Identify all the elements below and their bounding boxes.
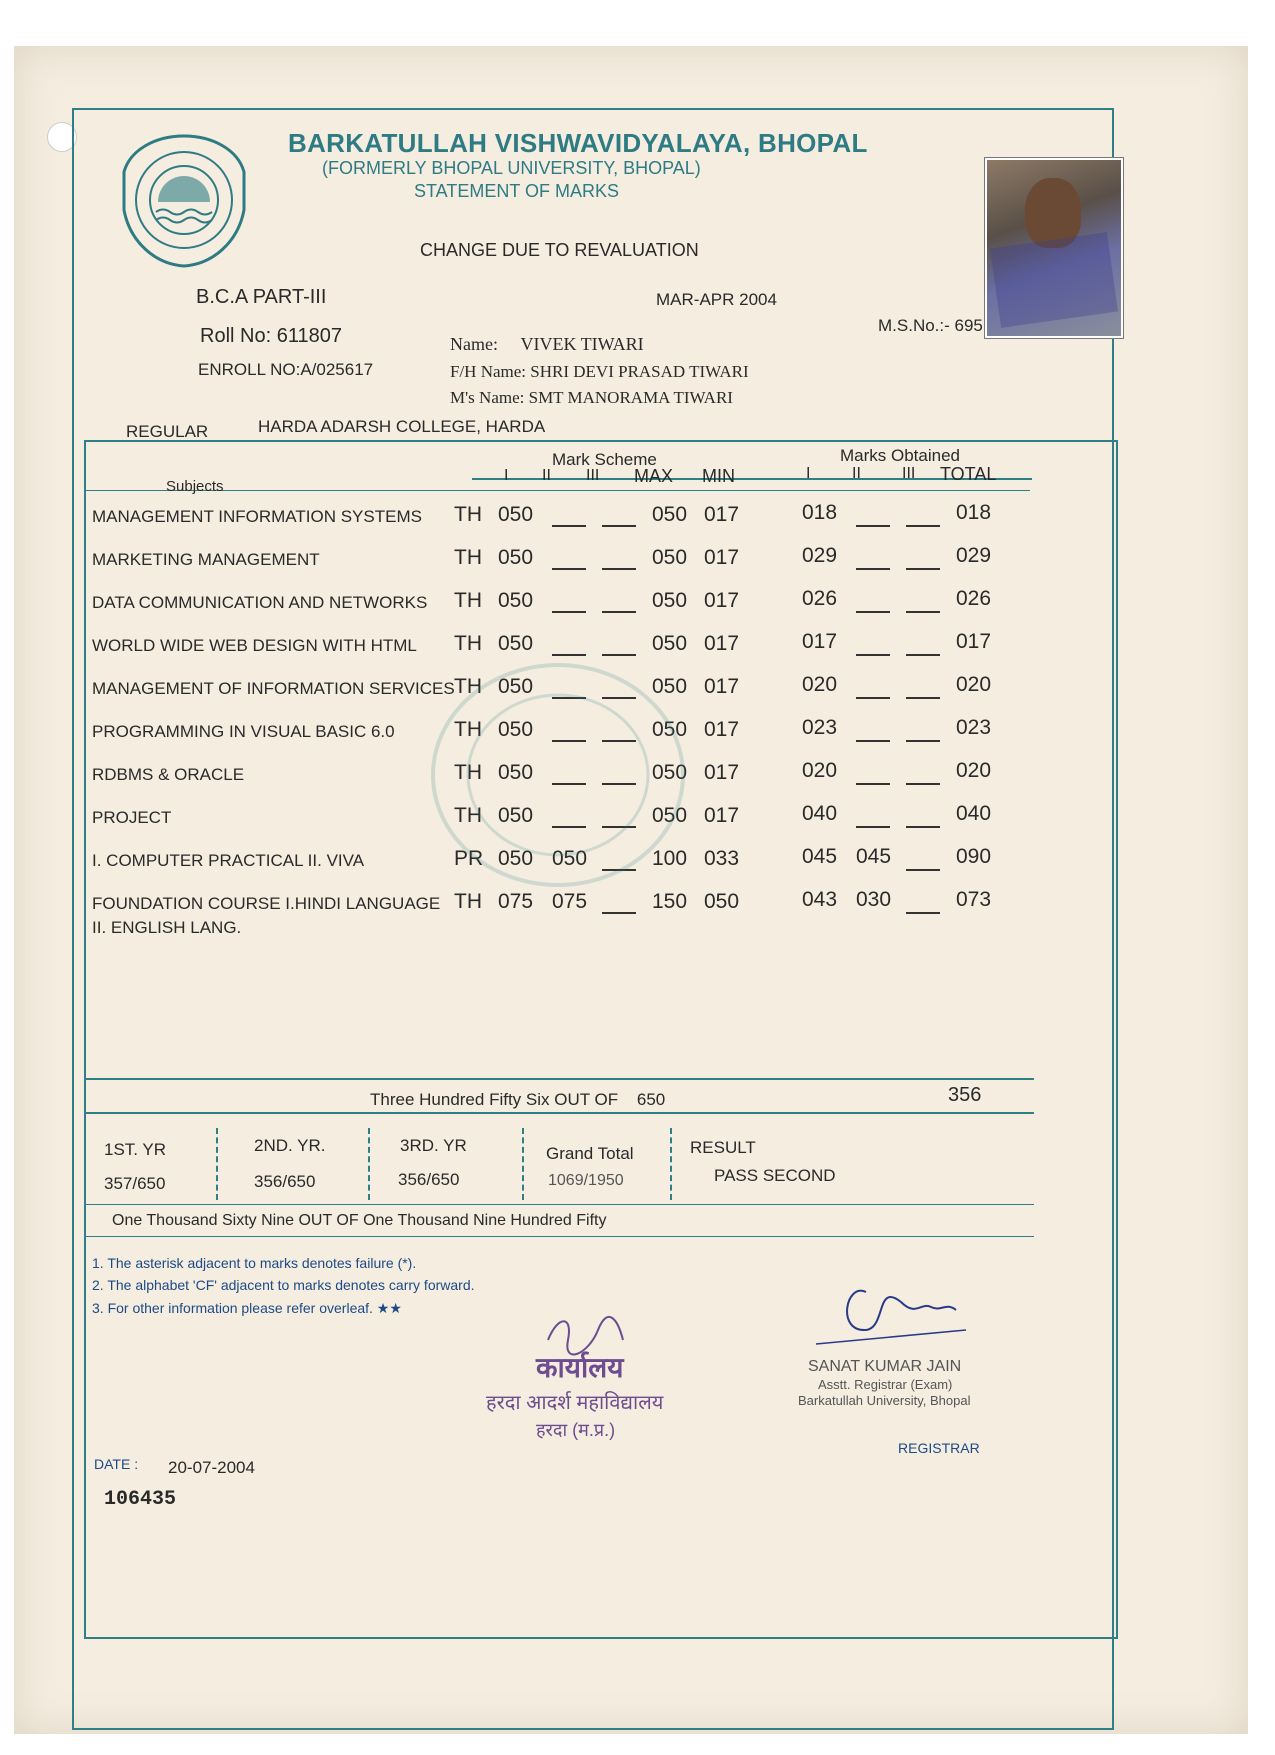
father-name: SHRI DEVI PRASAD TIWARI [530, 362, 749, 381]
registrar-signature [806, 1272, 976, 1352]
max-header: MAX [634, 466, 674, 486]
obtained-iii-blank [906, 912, 940, 914]
obtained-total: 018 [956, 501, 992, 524]
scheme-min: 017 [704, 589, 740, 612]
scheme-ii-blank [552, 611, 586, 613]
summary-divider-4 [670, 1128, 672, 1200]
obtained-ii-blank [856, 740, 890, 742]
scheme-iii-header: III [586, 467, 600, 484]
scheme-iii-blank [602, 654, 636, 656]
subject-type: TH [454, 589, 482, 612]
obtained-ii-blank [856, 568, 890, 570]
ms-number: M.S.No.:- 695 [878, 316, 983, 335]
obtained-ii: 045 [856, 845, 892, 868]
scheme-ii-blank [552, 654, 586, 656]
obtained-total: 020 [956, 759, 992, 782]
obtained-ii-blank [856, 654, 890, 656]
course-name: B.C.A PART-III [196, 286, 327, 308]
obtained-ii-blank [856, 783, 890, 785]
registrar-title: Asstt. Registrar (Exam) [818, 1377, 953, 1392]
scheme-i: 050 [498, 847, 534, 870]
scheme-min: 017 [704, 632, 740, 655]
issue-date: 20-07-2004 [168, 1458, 255, 1477]
summary-bottom-line [86, 1204, 1034, 1205]
scheme-i: 050 [498, 546, 534, 569]
obtained-i: 045 [802, 845, 838, 868]
obtained-ii: 030 [856, 888, 892, 911]
scheme-ii-blank [552, 525, 586, 527]
scheme-min: 033 [704, 847, 740, 870]
obtained-ii-blank [856, 611, 890, 613]
result-label: RESULT [690, 1138, 756, 1157]
subject-name-line2: II. ENGLISH LANG. [92, 918, 242, 937]
total-in-words: Three Hundred Fifty Six OUT OF [370, 1090, 619, 1109]
student-name: VIVEK TIWARI [520, 334, 644, 354]
subject-type: TH [454, 546, 482, 569]
scheme-min: 017 [704, 503, 740, 526]
yr2-label: 2ND. YR. [254, 1136, 326, 1155]
subject-name: RDBMS & ORACLE [92, 765, 245, 784]
scheme-max: 050 [652, 546, 688, 569]
note-failure: 1. The asterisk adjacent to marks denotes failure (*). [92, 1255, 417, 1271]
subject-type: TH [454, 675, 482, 698]
scheme-ii-blank [552, 568, 586, 570]
scheme-min: 017 [704, 546, 740, 569]
scheme-max: 150 [652, 890, 688, 913]
subject-type: PR [454, 847, 484, 870]
obtained-iii-blank [906, 697, 940, 699]
registrar-institution: Barkatullah University, Bhopal [798, 1393, 971, 1408]
obtained-total: 023 [956, 716, 992, 739]
obtained-ii-blank [856, 826, 890, 828]
obtained-i: 020 [802, 673, 838, 696]
serial-number: 106435 [104, 1488, 177, 1511]
yr3-value: 356/650 [398, 1170, 460, 1189]
scheme-max: 100 [652, 847, 688, 870]
note-carry-forward: 2. The alphabet 'CF' adjacent to marks denotes carry forward. [92, 1277, 475, 1293]
scheme-iii-blank [602, 525, 636, 527]
exam-session: MAR-APR 2004 [656, 290, 777, 309]
marks-obtained-header: Marks Obtained [840, 446, 960, 465]
enroll-number: ENROLL NO:A/025617 [198, 360, 374, 379]
scheme-min: 017 [704, 761, 740, 784]
document-type: STATEMENT OF MARKS [414, 181, 620, 201]
obtained-i: 026 [802, 587, 838, 610]
obtained-iii-blank [906, 869, 940, 871]
scheme-i-header: I [504, 467, 509, 484]
obtained-ii-blank [856, 697, 890, 699]
summary-top-line [86, 1112, 1034, 1114]
scheme-i: 050 [498, 804, 534, 827]
note-overleaf: 3. For other information please refer overleaf. ★★ [92, 1300, 402, 1316]
obtained-iii-blank [906, 525, 940, 527]
college-stamp-line1: कार्यालय [536, 1352, 624, 1383]
subject-type: TH [454, 804, 482, 827]
scheme-iii-blank [602, 611, 636, 613]
scheme-max: 050 [652, 632, 688, 655]
scheme-i: 050 [498, 761, 534, 784]
college-name: HARDA ADARSH COLLEGE, HARDA [258, 417, 546, 436]
obtained-iii-blank [906, 740, 940, 742]
scheme-ii-header: II [542, 467, 551, 484]
scheme-i: 050 [498, 589, 534, 612]
scheme-i: 050 [498, 503, 534, 526]
scheme-i: 050 [498, 632, 534, 655]
scheme-max: 050 [652, 503, 688, 526]
yr1-label: 1ST. YR [104, 1140, 167, 1159]
obtained-i: 043 [802, 888, 838, 911]
scheme-min: 017 [704, 804, 740, 827]
obtained-iii-blank [906, 611, 940, 613]
mother-label: M's Name: [450, 388, 525, 407]
scheme-iii-blank [602, 912, 636, 914]
student-photo [985, 158, 1123, 338]
watermark-seal [428, 660, 688, 890]
scheme-i: 050 [498, 675, 534, 698]
obtained-i: 029 [802, 544, 838, 567]
scheme-min: 050 [704, 890, 740, 913]
scheme-min: 017 [704, 718, 740, 741]
obtained-total: 020 [956, 673, 992, 696]
college-stamp-line2: हरदा आदर्श महाविद्यालय [486, 1392, 664, 1414]
scheme-min: 017 [704, 675, 740, 698]
obtained-iii-blank [906, 826, 940, 828]
yr3-label: 3RD. YR [400, 1136, 467, 1155]
yr2-value: 356/650 [254, 1172, 316, 1191]
obtained-total: 040 [956, 802, 992, 825]
subject-name: FOUNDATION COURSE I.HINDI LANGUAGE [92, 894, 441, 913]
name-label: Name: [450, 334, 498, 354]
summary-divider-1 [216, 1128, 218, 1200]
obtained-iii-blank [906, 568, 940, 570]
subject-name: MARKETING MANAGEMENT [92, 550, 320, 569]
obtained-i: 018 [802, 501, 838, 524]
totals-top-line [86, 1078, 1034, 1080]
obtained-total: 026 [956, 587, 992, 610]
total-out-of: 650 [636, 1090, 666, 1109]
obtained-i: 020 [802, 759, 838, 782]
subject-type: TH [454, 632, 482, 655]
college-stamp-line3: हरदा (म.प्र.) [536, 1420, 616, 1440]
subjects-header: Subjects [166, 478, 224, 495]
obtained-total: 017 [956, 630, 992, 653]
scheme-max: 050 [652, 761, 688, 784]
subject-name: MANAGEMENT OF INFORMATION SERVICES [92, 679, 455, 698]
date-label: DATE : [94, 1456, 139, 1472]
obtained-ii-header: II [852, 465, 861, 482]
scheme-ii: 075 [552, 890, 588, 913]
obtained-i: 040 [802, 802, 838, 825]
scheme-ii: 050 [552, 847, 588, 870]
header-bottom-line [86, 490, 1030, 491]
scheme-iii-blank [602, 568, 636, 570]
min-header: MIN [702, 466, 735, 486]
subject-name: MANAGEMENT INFORMATION SYSTEMS [92, 507, 422, 526]
obtained-total: 073 [956, 888, 992, 911]
obtained-i: 023 [802, 716, 838, 739]
revaluation-notice: CHANGE DUE TO REVALUATION [420, 240, 699, 260]
scheme-i: 050 [498, 718, 534, 741]
result-value: PASS SECOND [714, 1166, 836, 1185]
obtained-i-header: I [806, 465, 811, 482]
grand-total-label: Grand Total [546, 1144, 634, 1163]
scheme-max: 050 [652, 718, 688, 741]
words-bottom-line [86, 1236, 1034, 1237]
grand-total-value: 1069/1950 [548, 1172, 624, 1189]
obtained-iii-header: III [902, 465, 916, 482]
total-header: TOTAL [940, 464, 997, 484]
summary-divider-3 [522, 1128, 524, 1200]
subject-name: DATA COMMUNICATION AND NETWORKS [92, 593, 428, 612]
university-logo [118, 132, 250, 270]
scheme-max: 050 [652, 589, 688, 612]
university-name: BARKATULLAH VISHWAVIDYALAYA, BHOPAL [288, 128, 868, 158]
roll-number: Roll No: 611807 [200, 325, 342, 347]
scheme-max: 050 [652, 675, 688, 698]
subject-name: PROJECT [92, 808, 172, 827]
registrar-label: REGISTRAR [898, 1440, 980, 1456]
mother-name: SMT MANORAMA TIWARI [528, 388, 733, 407]
obtained-total: 029 [956, 544, 992, 567]
subject-type: TH [454, 503, 482, 526]
obtained-i: 017 [802, 630, 838, 653]
formerly-name: (FORMERLY BHOPAL UNIVERSITY, BHOPAL) [322, 158, 701, 178]
obtained-ii-blank [856, 525, 890, 527]
subject-name: I. COMPUTER PRACTICAL II. VIVA [92, 851, 365, 870]
scheme-i: 075 [498, 890, 534, 913]
yr1-value: 357/650 [104, 1174, 166, 1193]
mark-scheme-header: Mark Scheme [552, 450, 657, 469]
grand-total-in-words: One Thousand Sixty Nine OUT OF One Thousand Nine Hundred Fifty [112, 1212, 607, 1229]
father-label: F/H Name: [450, 362, 527, 381]
subject-type: TH [454, 718, 482, 741]
obtained-total: 090 [956, 845, 992, 868]
registrar-name: SANAT KUMAR JAIN [808, 1358, 962, 1375]
summary-divider-2 [368, 1128, 370, 1200]
scheme-max: 050 [652, 804, 688, 827]
total-obtained: 356 [948, 1084, 982, 1106]
obtained-iii-blank [906, 783, 940, 785]
student-category: REGULAR [126, 422, 209, 441]
subject-type: TH [454, 890, 482, 913]
subject-name: WORLD WIDE WEB DESIGN WITH HTML [92, 636, 417, 655]
subject-type: TH [454, 761, 482, 784]
subject-name: PROGRAMMING IN VISUAL BASIC 6.0 [92, 722, 395, 741]
obtained-iii-blank [906, 654, 940, 656]
